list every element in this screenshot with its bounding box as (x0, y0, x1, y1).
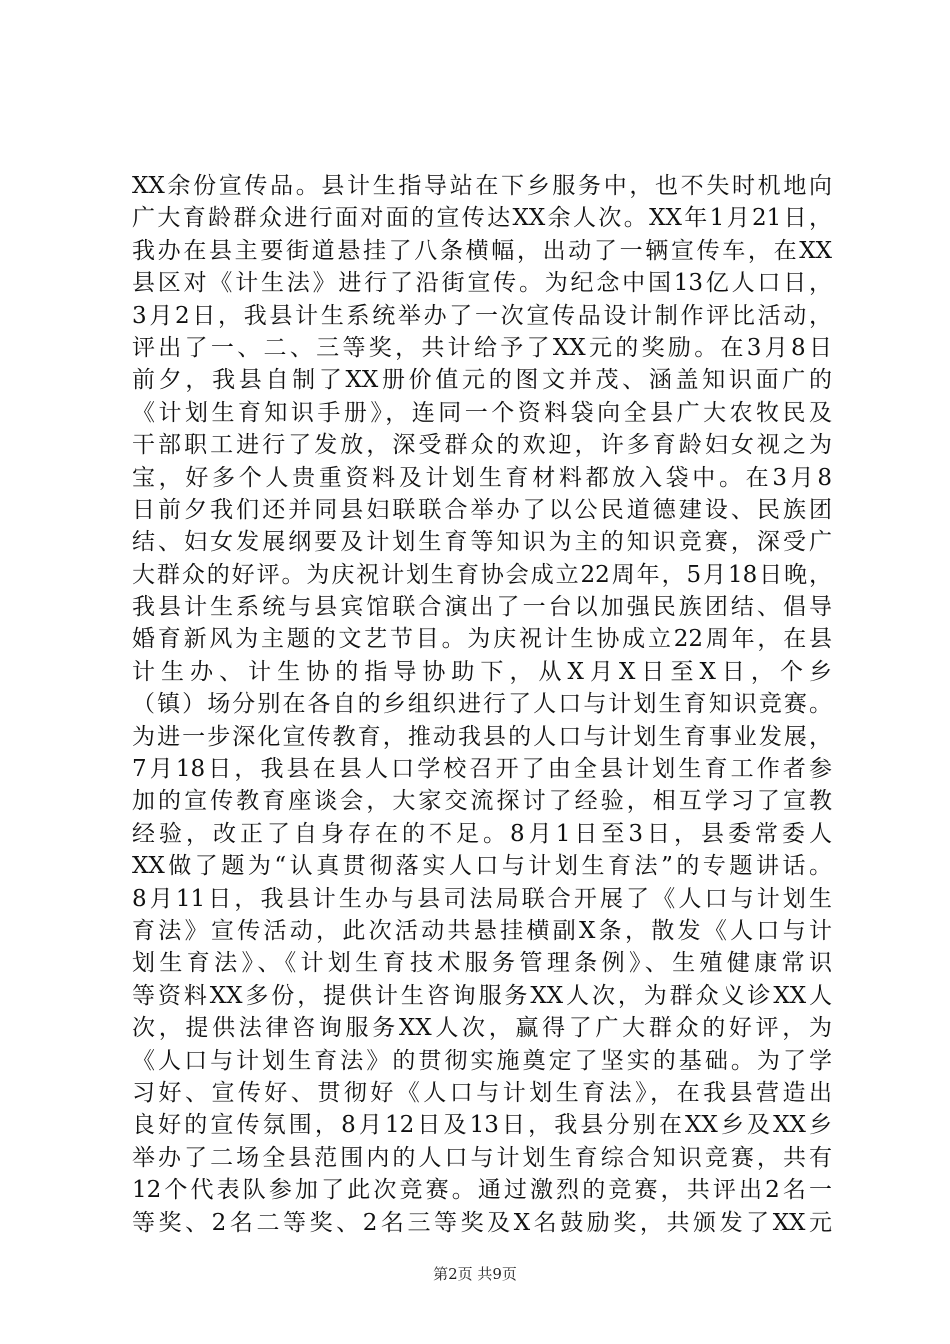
text-line: 评出了一、二、三等奖，共计给予了XX元的奖励。在3月8日 (132, 334, 832, 361)
text-line: 县区对《计生法》进行了沿街宣传。为纪念中国13亿人口日， (132, 270, 832, 297)
text-line: 前夕，我县自制了XX册价值元的图文并茂、涵盖知识面广的 (132, 367, 832, 394)
page-number: 第2页 共9页 (433, 1265, 517, 1283)
text-line: （镇）场分别在各自的乡组织进行了人口与计划生育知识竞赛。 (132, 691, 832, 718)
text-line: 习好、宣传好、贯彻好《人口与计划生育法》，在我县营造出 (132, 1079, 832, 1106)
text-line: XX余份宣传品。县计生指导站在下乡服务中，也不失时机地向 (132, 173, 832, 199)
text-line: 干部职工进行了发放，深受群众的欢迎，许多育龄妇女视之为 (132, 432, 832, 459)
text-line: 经验，改正了自身存在的不足。8月1日至3日，县委常委人 (132, 820, 832, 847)
text-line: 宝，好多个人贵重资料及计划生育材料都放入袋中。在3月8 (132, 464, 832, 491)
text-line: 我办在县主要街道悬挂了八条横幅，出动了一辆宣传车，在XX (132, 237, 832, 264)
text-line: 次，提供法律咨询服务XX人次，赢得了广大群众的好评，为 (132, 1015, 832, 1042)
text-line: 等资料XX多份，提供计生咨询服务XX人次，为群众义诊XX人 (132, 982, 832, 1009)
text-line: 8月11日，我县计生办与县司法局联合开展了《人口与计划生 (132, 885, 832, 912)
text-line: 大群众的好评。为庆祝计划生育协会成立22周年，5月18日晚， (132, 561, 832, 588)
text-line: 12个代表队参加了此次竞赛。通过激烈的竞赛，共评出2名一 (132, 1177, 832, 1204)
text-line: 育法》宣传活动，此次活动共悬挂横副X条，散发《人口与计 (132, 917, 832, 944)
text-line: 7月18日，我县在县人口学校召开了由全县计划生育工作者参 (132, 756, 832, 783)
text-line: 为进一步深化宣传教育，推动我县的人口与计划生育事业发展， (132, 723, 832, 750)
text-line: 良好的宣传氛围，8月12日及13日，我县分别在XX乡及XX乡 (132, 1112, 832, 1139)
text-line: 《计划生育知识手册》，连同一个资料袋向全县广大农牧民及 (132, 399, 832, 426)
text-line: 3月2日，我县计生系统举办了一次宣传品设计制作评比活动， (132, 302, 832, 329)
text-line: 加的宣传教育座谈会，大家交流探讨了经验，相互学习了宣教 (132, 788, 832, 815)
text-line: 举办了二场全县范围内的人口与计划生育综合知识竞赛，共有 (132, 1144, 832, 1171)
text-line: 划生育法》、《计划生育技术服务管理条例》、生殖健康常识 (132, 950, 832, 977)
text-line: 等奖、2名二等奖、2名三等奖及X名鼓励奖，共颁发了XX元 (132, 1209, 832, 1236)
text-line: 计生办、计生协的指导协助下，从X月X日至X日，个乡 (132, 658, 832, 685)
text-line: 婚育新风为主题的文艺节目。为庆祝计生协成立22周年，在县 (132, 626, 832, 653)
text-line: XX做了题为“认真贯彻落实人口与计划生育法”的专题讲话。 (132, 853, 832, 880)
text-line: 日前夕我们还并同县妇联联合举办了以公民道德建设、民族团 (132, 496, 832, 523)
body-paragraph (132, 170, 832, 1239)
text-line: 《人口与计划生育法》的贯彻实施奠定了坚实的基础。为了学 (132, 1047, 832, 1074)
text-line: 结、妇女发展纲要及计划生育等知识为主的知识竞赛，深受广 (132, 529, 832, 556)
text-line: 广大育龄群众进行面对面的宣传达XX余人次。XX年1月21日， (132, 205, 832, 232)
text-line: 我县计生系统与县宾馆联合演出了一台以加强民族团结、倡导 (132, 594, 832, 621)
